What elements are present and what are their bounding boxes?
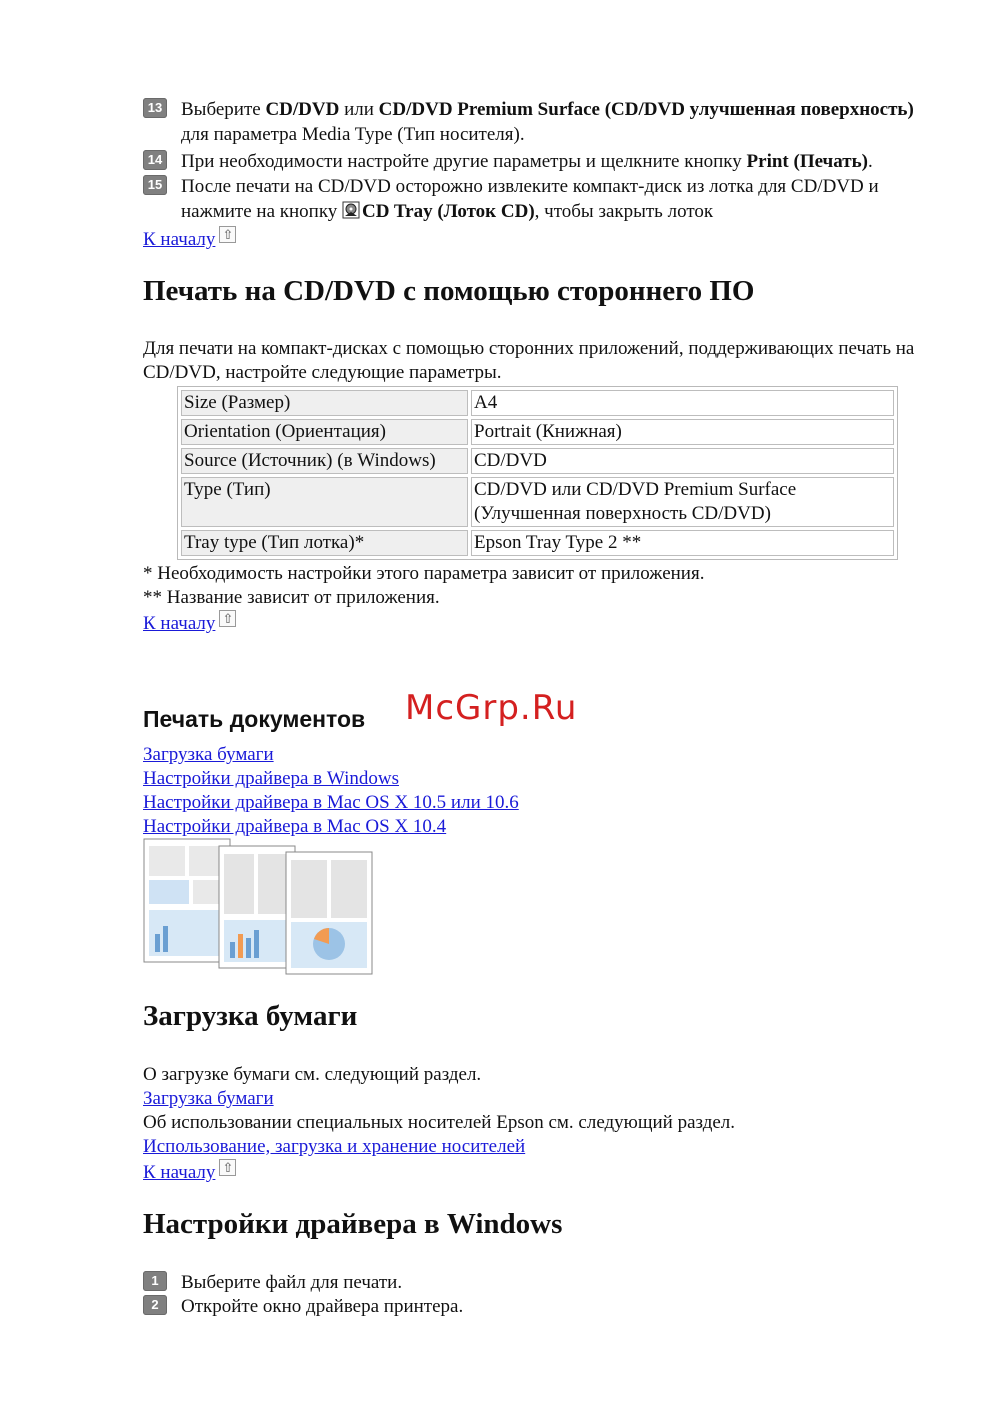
- step-number-badge: 1: [143, 1271, 167, 1291]
- step-13-part: CD/DVD: [265, 99, 340, 120]
- table-key: Tray type (Тип лотка)*: [181, 530, 468, 556]
- step-15-text-before: После печати на CD/DVD осторожно извлеките компакт-диск из лотка для CD/DVD и нажмите на кнопку: [181, 176, 879, 222]
- windows-step-1-text: Выберите файл для печати.: [181, 1272, 403, 1293]
- step-13-part: для параметра Media Type (Тип носителя).: [181, 124, 525, 145]
- windows-step-2-text: Откройте окно драйвера принтера.: [181, 1296, 464, 1317]
- parameters-table: [177, 386, 898, 560]
- document-page-thumbnail: [219, 846, 295, 968]
- step-15: [143, 174, 943, 224]
- paper-line-2: Об использовании специальных носителей Epson см. следующий раздел.: [143, 1112, 736, 1133]
- paper-link-2-wrap: [143, 1135, 525, 1159]
- step-13-part: (CD/DVD улучшенная поверхность): [604, 99, 914, 120]
- arrow-up-icon[interactable]: [219, 1159, 236, 1176]
- cd-tray-button-label: CD Tray (Лоток CD): [362, 201, 535, 222]
- section-third-party-title-wrap: [143, 275, 754, 308]
- footnote-1: * Необходимость настройки этого параметра зависит от приложения.: [143, 563, 705, 584]
- paper-link-1-wrap: [143, 1087, 274, 1111]
- paper-line-1: О загрузке бумаги см. следующий раздел.: [143, 1064, 482, 1085]
- back-to-top-link[interactable]: К началу: [143, 229, 216, 250]
- step-number-badge: 2: [143, 1295, 167, 1315]
- section-title: Печать документов: [143, 706, 366, 732]
- back-to-top-link[interactable]: К началу: [143, 1162, 216, 1183]
- step-13: [143, 97, 943, 147]
- section-paper-title-wrap: [143, 1000, 357, 1033]
- section-title: Настройки драйвера в Windows: [143, 1208, 563, 1240]
- step-number-badge: 13: [143, 98, 167, 118]
- step-14-part: Print (Печать): [746, 151, 868, 172]
- watermark: McGrp.Ru: [405, 688, 578, 728]
- step-14: [143, 149, 943, 174]
- documents-illustration: [143, 838, 375, 976]
- table-key: Source (Источник) (в Windows): [181, 448, 468, 474]
- arrow-up-icon[interactable]: [219, 226, 236, 243]
- document-page-thumbnail: [286, 852, 372, 974]
- section-documents-title-wrap: [143, 706, 365, 733]
- arrow-up-icon[interactable]: [219, 610, 236, 627]
- table-row: [181, 390, 894, 416]
- cd-tray-icon: [342, 201, 360, 219]
- section-title: Печать на CD/DVD с помощью стороннего ПО: [143, 275, 755, 307]
- link-media-usage[interactable]: Использование, загрузка и хранение носителей: [143, 1136, 526, 1157]
- back-to-top-2: [143, 610, 236, 636]
- step-14-part: .: [868, 151, 873, 172]
- step-13-part: или: [339, 99, 379, 120]
- windows-step-1: [143, 1270, 943, 1295]
- table-value: CD/DVD или CD/DVD Premium Surface (Улучшенная поверхность CD/DVD): [471, 477, 894, 527]
- table-key: Size (Размер): [181, 390, 468, 416]
- table-row: [181, 448, 894, 474]
- link-driver-mac-105[interactable]: Настройки драйвера в Mac OS X 10.5 или 10.6: [143, 792, 519, 813]
- step-15-text-after: , чтобы закрыть лоток: [534, 201, 714, 222]
- step-number-badge: 15: [143, 175, 167, 195]
- link-driver-windows[interactable]: Настройки драйвера в Windows: [143, 768, 399, 789]
- third-party-intro: Для печати на компакт-дисках с помощью сторонних приложений, поддерживающих печать на CD/DVD, настройте следующие параметры.: [143, 338, 915, 383]
- table-row: [181, 530, 894, 556]
- link-driver-mac-104[interactable]: Настройки драйвера в Mac OS X 10.4: [143, 816, 447, 837]
- step-15-text: [181, 174, 943, 224]
- table-value: A4: [471, 390, 894, 416]
- step-13-text: [181, 97, 943, 147]
- table-row: [181, 477, 894, 527]
- step-14-text: [181, 149, 943, 174]
- documents-link-list: [143, 743, 519, 839]
- table-value: Portrait (Книжная): [471, 419, 894, 445]
- table-value: CD/DVD: [471, 448, 894, 474]
- back-to-top-link[interactable]: К началу: [143, 613, 216, 634]
- link-load-paper[interactable]: Загрузка бумаги: [143, 744, 274, 765]
- step-13-part: CD/DVD Premium Surface: [378, 99, 600, 120]
- back-to-top-1: [143, 226, 236, 252]
- section-title: Загрузка бумаги: [143, 1000, 358, 1032]
- link-load-paper[interactable]: Загрузка бумаги: [143, 1088, 274, 1109]
- back-to-top-3: [143, 1159, 236, 1185]
- step-14-part: При необходимости настройте другие параметры и щелкните кнопку: [181, 151, 747, 172]
- step-number-badge: 14: [143, 150, 167, 170]
- table-key: Type (Тип): [181, 477, 468, 527]
- section-windows-title-wrap: [143, 1208, 562, 1241]
- step-13-part: Выберите: [181, 99, 266, 120]
- footnote-2: ** Название зависит от приложения.: [143, 587, 440, 608]
- document-page-thumbnail: [144, 839, 230, 962]
- table-value: Epson Tray Type 2 **: [471, 530, 894, 556]
- windows-step-2: [143, 1294, 943, 1319]
- table-key: Orientation (Ориентация): [181, 419, 468, 445]
- table-row: [181, 419, 894, 445]
